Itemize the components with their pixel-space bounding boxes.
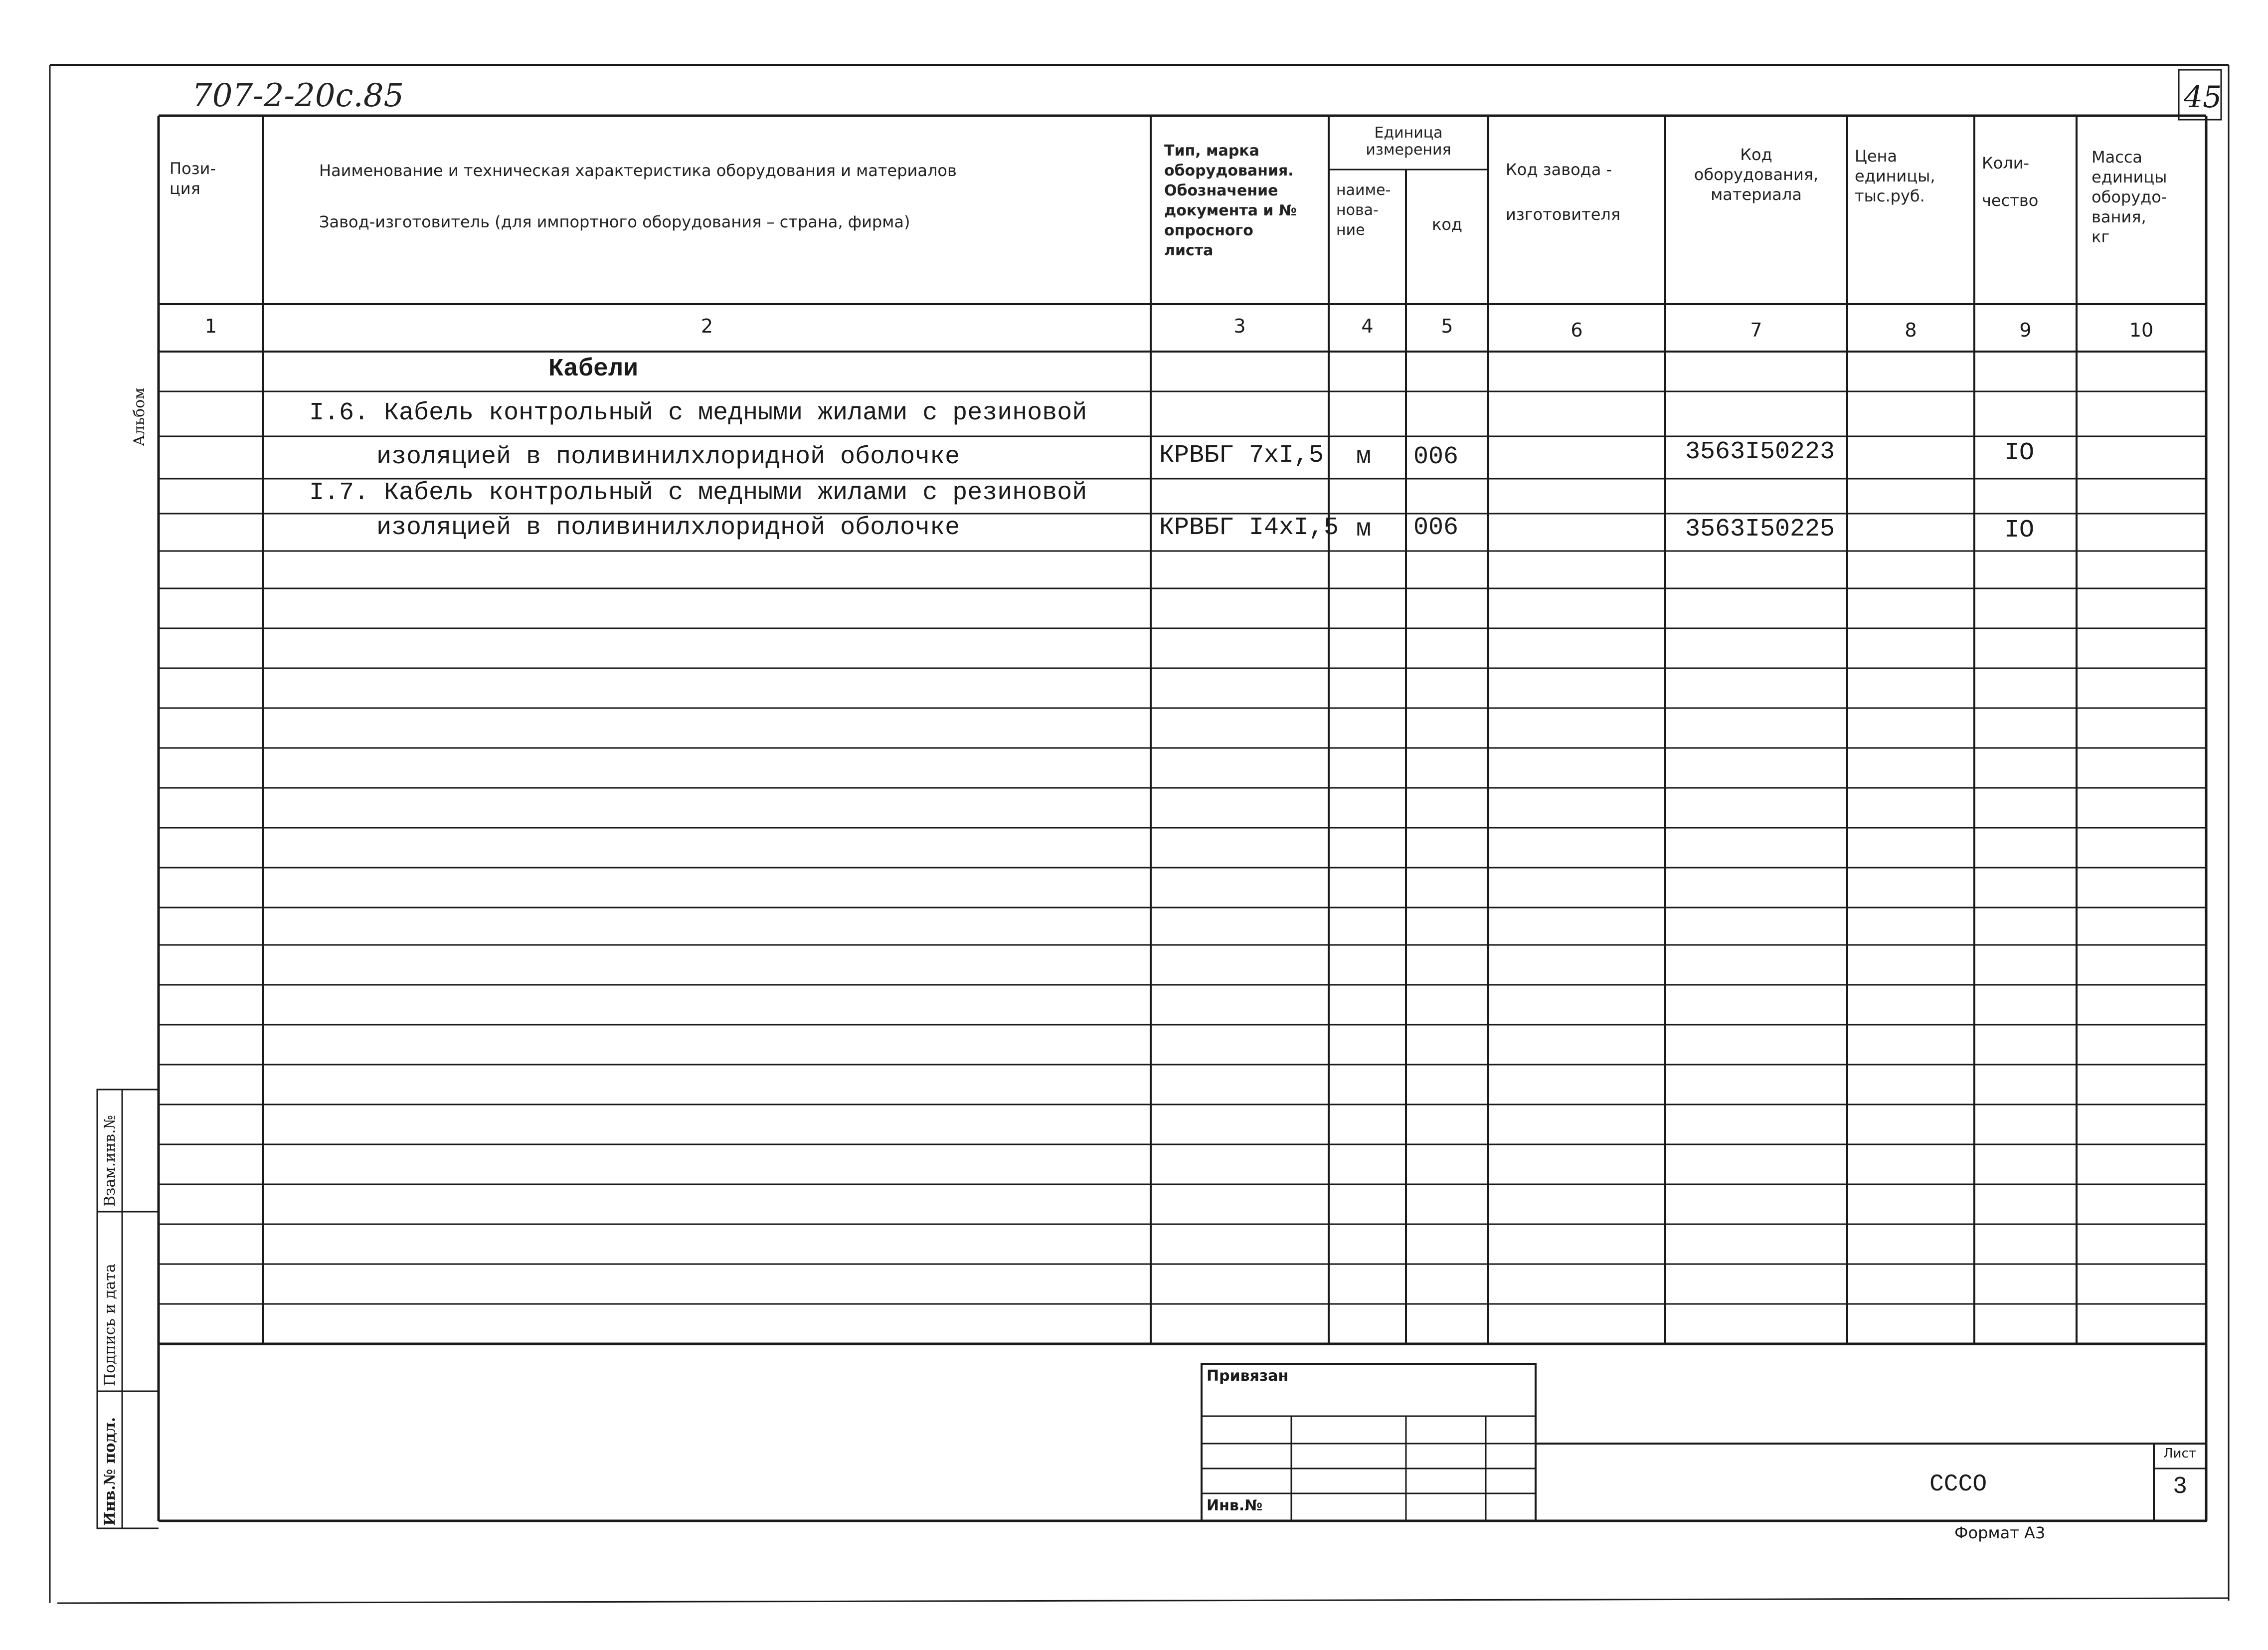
row-item-1-unit: м: [1356, 443, 1372, 471]
header-factory-code: Код завода - изготовителя: [1506, 160, 1621, 224]
colnum-10: 10: [2129, 319, 2154, 341]
stamp-code: СССО: [1929, 1471, 1987, 1498]
row-item-2-qty: IO: [2004, 516, 2035, 545]
header-mass: Масса единицы оборудо- вания, кг: [2092, 148, 2167, 246]
header-price: Цена единицы, тыс.руб.: [1855, 147, 1935, 205]
row-item-1-type: КРВБГ 7хI,5: [1159, 441, 1324, 470]
header-qty: Коли- чество: [1982, 154, 2039, 210]
colnum-2: 2: [700, 315, 713, 337]
header-pos: Пози- ция: [170, 159, 216, 198]
row-item-1-equip-code: 3563I50223: [1685, 438, 1835, 466]
row-item-2-equip-code: 3563I50225: [1685, 515, 1835, 544]
row-item-2-code: 006: [1413, 514, 1459, 542]
row-item-1-line2: изоляцией в поливинилхлоридной оболочке: [376, 443, 960, 471]
row-item-2-unit: м: [1356, 515, 1372, 544]
margin-podpis: Подпись и дата: [101, 1264, 119, 1386]
colnum-1: 1: [204, 315, 217, 337]
row-item-2-line2: изоляцией в поливинилхлоридной оболочке: [376, 514, 960, 542]
header-equip-code: Код оборудования, материала: [1694, 145, 1819, 204]
colnum-7: 7: [1750, 319, 1762, 341]
album-label: Альбом: [131, 387, 148, 446]
margin-inv-podl: Инв.№ подл.: [101, 1417, 119, 1526]
doc-code: 707-2-20с.85: [192, 77, 404, 114]
row-section-title: Кабели: [548, 355, 639, 383]
colnum-4: 4: [1361, 315, 1374, 337]
row-item-1-qty: IO: [2004, 439, 2035, 467]
header-type: Тип, марка оборудования. Обозначение документа и № опросного листа: [1164, 142, 1297, 259]
stamp-format: Формат А3: [1954, 1523, 2046, 1542]
stamp-list-label: Лист: [2163, 1446, 2196, 1461]
header-unit-code: код: [1431, 215, 1463, 234]
margin-vzam: Взам.инв.№: [101, 1115, 119, 1207]
page-number: 45: [2184, 80, 2222, 115]
row-item-1-code: 006: [1413, 443, 1459, 471]
stamp-list-no: 3: [2173, 1473, 2187, 1500]
colnum-3: 3: [1233, 315, 1246, 337]
stamp-privyazan: Привязан: [1207, 1367, 1289, 1385]
row-item-1-line1: I.6. Кабель контрольный с медными жилами с резиновой: [309, 399, 1087, 427]
colnum-6: 6: [1570, 319, 1583, 341]
row-item-2-type: КРВБГ I4хI,5: [1159, 514, 1339, 542]
colnum-9: 9: [2019, 319, 2032, 341]
header-name-line2: Завод-изготовитель (для импортного оборудования – страна, фирма): [319, 212, 910, 231]
header-name-line1: Наименование и техническая характеристика оборудования и материалов: [319, 161, 957, 180]
stamp-inv-no: Инв.№: [1207, 1497, 1263, 1514]
colnum-8: 8: [1905, 319, 1917, 341]
header-unit: Единица измерения: [1366, 124, 1451, 159]
header-unit-name: наиме- нова- ние: [1336, 182, 1391, 239]
row-item-2-line1: I.7. Кабель контрольный с медными жилами с резиновой: [309, 479, 1087, 507]
colnum-5: 5: [1441, 315, 1453, 337]
